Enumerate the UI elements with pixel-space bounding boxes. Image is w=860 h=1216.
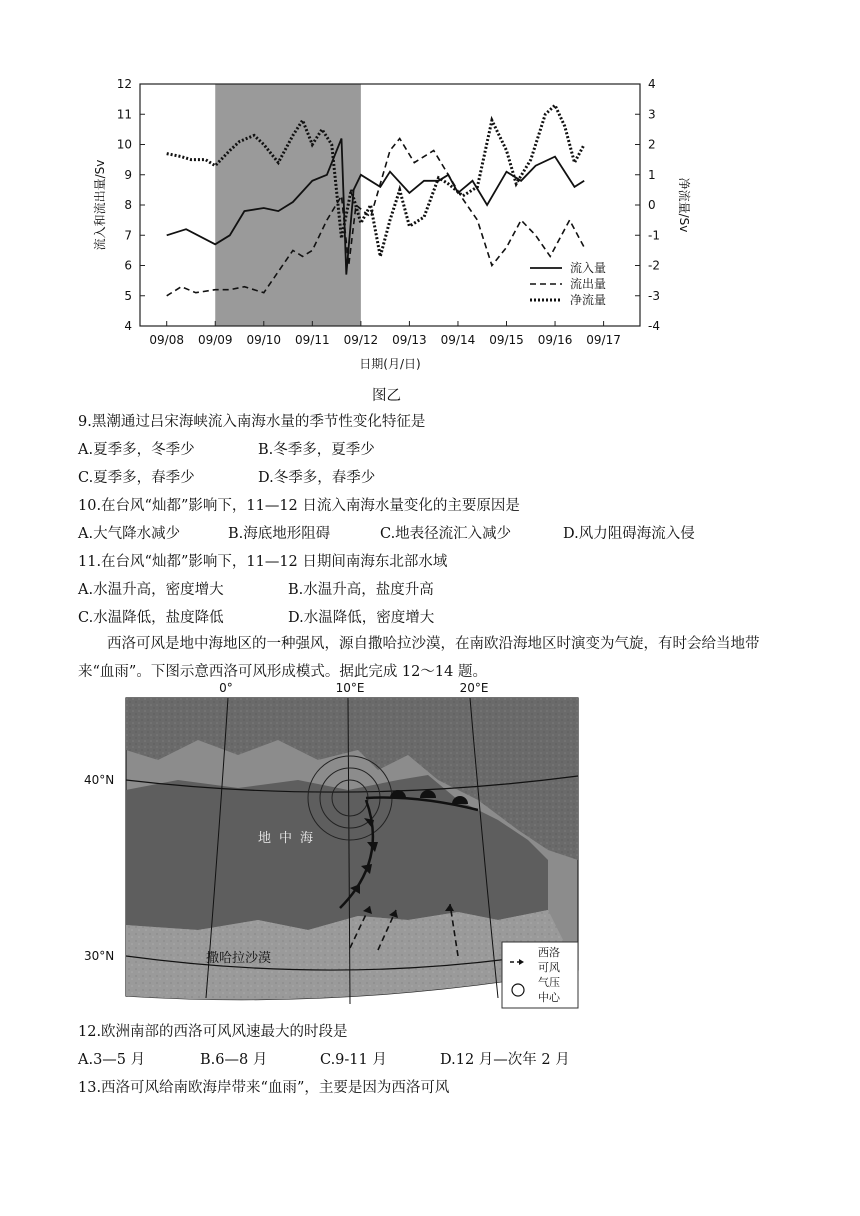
q11-option-b: B.水温升高，盐度升高 <box>288 582 434 598</box>
legend-wind-label: 西洛 可风 <box>538 946 560 974</box>
question-11: 11.在台风“灿都”影响下，11—12 日期间南海东北部水域 <box>78 554 448 570</box>
legend-label-1: 流入量 <box>570 261 607 275</box>
y-left-tick-label: 9 <box>124 167 132 182</box>
q9-option-c: C.夏季多，春季少 <box>78 470 195 486</box>
lon-label-20e: 20°E <box>459 681 489 695</box>
q12-option-a: A.3—5 月 <box>78 1052 146 1068</box>
q9-option-a: A.夏季多，冬季少 <box>78 442 195 458</box>
question-12: 12.欧洲南部的西洛可风风速最大的时段是 <box>78 1024 348 1040</box>
q10-option-d: D.风力阻碍海流入侵 <box>563 526 695 542</box>
y-right-tick-label: 0 <box>648 198 656 212</box>
y-right-tick-label: -2 <box>648 258 660 273</box>
y-right-axis-label: 净流量/Sv <box>677 177 691 233</box>
x-tick-label: 09/15 <box>489 333 524 347</box>
x-tick-label: 09/14 <box>440 333 476 347</box>
y-left-tick-label: 7 <box>124 228 132 243</box>
q11-option-a: A.水温升高，密度增大 <box>78 582 224 598</box>
y-right-tick-label: 3 <box>648 107 656 122</box>
y-right-tick-label: 2 <box>648 137 656 152</box>
x-tick-label: 09/16 <box>537 333 573 347</box>
y-left-tick-label: 8 <box>124 198 132 212</box>
mediterranean-label: 地中海 <box>258 831 322 846</box>
y-left-tick-label: 11 <box>116 107 132 122</box>
sahara-label: 撒哈拉沙漠 <box>206 951 272 966</box>
y-right-tick-label: -4 <box>648 319 660 333</box>
q12-option-d: D.12 月—次年 2 月 <box>440 1052 570 1068</box>
question-9: 9.黑潮通过吕宋海峡流入南海水量的季节性变化特征是 <box>78 414 426 430</box>
x-axis-label: 日期(月/日) <box>359 357 421 371</box>
y-right-tick-label: -1 <box>648 228 660 243</box>
figure-b-chart <box>78 72 718 382</box>
lat-label-40n: 40°N <box>84 773 115 787</box>
x-tick-label: 09/11 <box>295 333 330 347</box>
q10-option-a: A.大气降水减少 <box>78 526 181 542</box>
lon-label-10e: 10°E <box>335 681 365 695</box>
q12-option-b: B.6—8 月 <box>200 1052 268 1068</box>
x-tick-label: 09/08 <box>149 333 184 347</box>
q12-option-c: C.9-11 月 <box>320 1052 387 1068</box>
q10-option-b: B.海底地形阻碍 <box>228 526 331 542</box>
y-left-tick-label: 12 <box>116 77 132 91</box>
lon-label-0: 0° <box>219 681 233 695</box>
lat-label-30n: 30°N <box>84 949 115 963</box>
q11-option-d: D.水温降低，密度增大 <box>288 610 435 626</box>
x-tick-label: 09/13 <box>392 333 427 347</box>
question-10: 10.在台风“灿都”影响下，11—12 日流入南海水量变化的主要原因是 <box>78 498 520 514</box>
y-right-tick-label: 1 <box>648 167 656 182</box>
x-tick-label: 09/17 <box>586 333 621 347</box>
x-tick-label: 09/09 <box>197 333 233 347</box>
q9-option-b: B.冬季多，夏季少 <box>258 442 375 458</box>
legend-label-3: 净流量 <box>570 293 607 307</box>
q11-option-c: C.水温降低，盐度降低 <box>78 610 224 626</box>
y-right-tick-label: 4 <box>648 77 656 91</box>
legend-pressure-label: 气压 中心 <box>538 976 560 1004</box>
q9-option-d: D.冬季多，春季少 <box>258 470 376 486</box>
y-left-tick-label: 4 <box>124 319 132 333</box>
x-tick-label: 09/10 <box>246 333 282 347</box>
chart-svg <box>78 72 718 382</box>
intro-paragraph: 西洛可风是地中海地区的一种强风，源自撒哈拉沙漠，在南欧沿海地区时演变为气旋，有时会给当地带来“血雨”。下图示意西洛可风形成模式。据此完成 12～14 题。 <box>78 636 760 680</box>
q10-option-c: C.地表径流汇入减少 <box>380 526 512 542</box>
y-left-tick-label: 10 <box>116 137 132 152</box>
x-tick-label: 09/12 <box>343 333 379 347</box>
y-left-axis-label: 流入和流出量/Sv <box>93 159 107 251</box>
y-left-tick-label: 5 <box>124 288 132 303</box>
figure-b-caption: 图乙 <box>372 388 401 404</box>
map-svg <box>78 680 598 1012</box>
y-right-tick-label: -3 <box>648 288 660 303</box>
sirocco-map <box>78 680 598 1012</box>
y-left-tick-label: 6 <box>124 258 132 273</box>
legend-label-2: 流出量 <box>570 277 607 291</box>
question-13: 13.西洛可风给南欧海岸带来“血雨”，主要是因为西洛可风 <box>78 1080 450 1096</box>
